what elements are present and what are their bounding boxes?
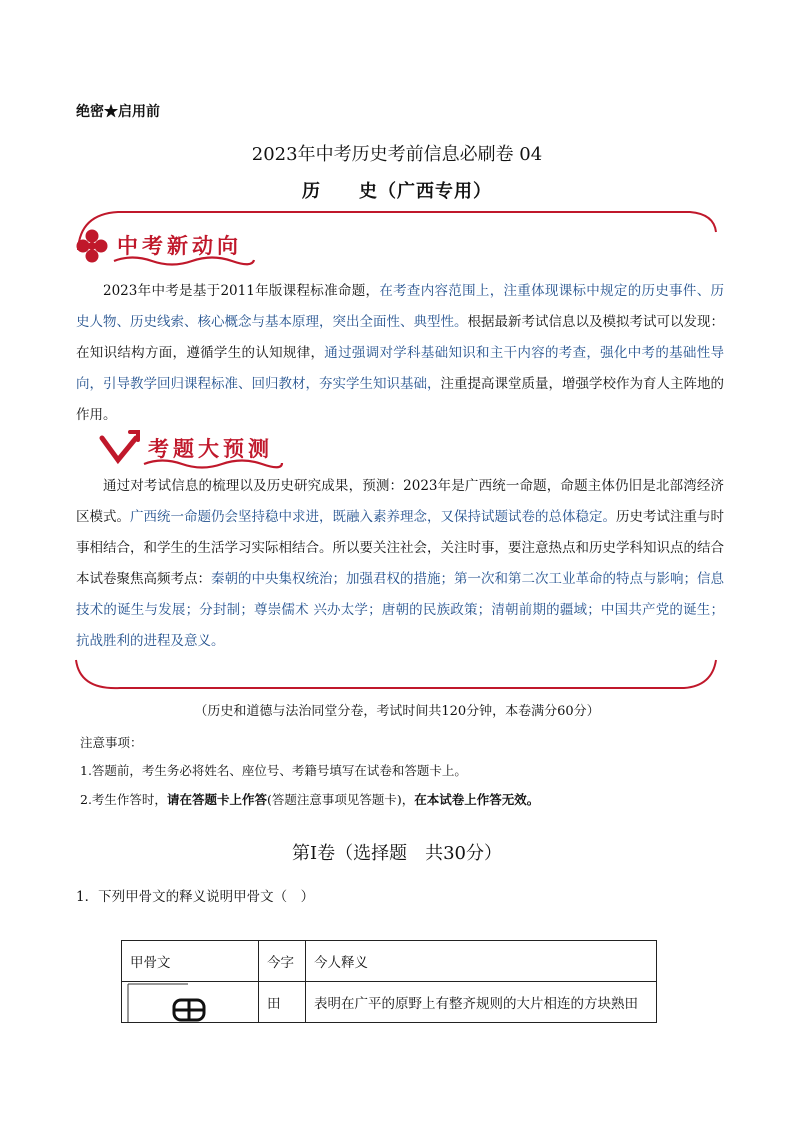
- trend-para-part2: 在考查内容范围上，注重体现课标中规定的历史事件、历史人物、历史线索、核心概念与基本原理，突出全面性、典型性。: [76, 283, 725, 330]
- table-header-row: [122, 941, 657, 982]
- trend-para-part5: 注重提高课堂质量，增强学校作为育人主阵地的作用。: [76, 376, 724, 423]
- modern-meaning-cell: 表明在广平的原野上有整齐规则的大片相连的方块熟田: [306, 982, 657, 1023]
- predict-para-part4: 秦朝的中央集权统治；加强君权的措施；第一次和第二次工业革命的特点与影响；信息技术的诞生与发展；分封制；尊崇儒术 兴办太学；唐朝的民族政策；清朝前期的疆域；中国共产党的诞生；抗战胜利的进程及意义。: [76, 571, 724, 649]
- section-title: 第Ⅰ卷（选择题 共30分）: [291, 843, 502, 864]
- trend-para-part4: 通过强调对学科基础知识和主干内容的考查，强化中考的基础性导向，引导教学回归课程标准、回归教材，夯实学生知识基础，: [76, 345, 725, 392]
- note-item-2-part-c: (答题注意事项见答题卡)，: [266, 792, 415, 807]
- confidential-label: 绝密★启用前: [76, 104, 160, 120]
- trend-heading-text: 中考新动向: [117, 233, 242, 258]
- note-item-2-part-a: 2.考生作答时，: [80, 792, 167, 807]
- flower-icon: [77, 230, 108, 263]
- oracle-glyph-cell: [122, 982, 259, 1023]
- exam-duration-note: （历史和道德与法治同堂分卷，考试时间共120分钟，本卷满分60分）: [194, 704, 600, 719]
- oracle-field-glyph-icon: [126, 982, 226, 1022]
- notes-title: 注意事项：: [80, 735, 143, 750]
- table-row: [122, 982, 657, 1023]
- exam-title: 2023年中考历史考前信息必刷卷 04: [251, 144, 543, 165]
- note-item-2-part-d: 在本试卷上作答无效。: [414, 792, 540, 807]
- table-header-cell: 今人释义: [306, 941, 657, 982]
- note-item-1: 1.答题前，考生务必将姓名、座位号、考籍号填写在试卷和答题卡上。: [80, 763, 467, 778]
- table-header-cell: 今字: [259, 941, 306, 982]
- oracle-bone-table: [121, 940, 657, 1023]
- note-item-2: [80, 790, 539, 808]
- question-1-stem: 1．下列甲骨文的释义说明甲骨文（ ）: [76, 889, 315, 905]
- predict-para-part1: 通过对考试信息的梳理以及历史研究成果，预测：2023年是广西统一命题，命题主体仍旧是北部湾经济区模式。: [76, 478, 724, 525]
- predict-para-part3: 历史考试注重与时事相结合，和学生的生活学习实际相结合。所以要关注社会，关注时事，要注意热点和历史学科知识点的结合本试卷聚焦高频考点：: [76, 509, 724, 587]
- predict-paragraph: [76, 471, 724, 657]
- trend-arrow-icon: [102, 432, 138, 460]
- predict-para-part2: 广西统一命题仍会坚持稳中求进，既融入素养理念，又保持试题试卷的总体稳定。: [130, 509, 616, 525]
- today-character-cell: 田: [259, 982, 306, 1023]
- trend-para-part3: 根据最新考试信息以及模拟考试可以发现：在知识结构方面，遵循学生的认知规律，: [76, 314, 724, 361]
- exam-subtitle: 历 史（广西专用）: [302, 181, 492, 202]
- trend-para-part1: 2023年中考是基于2011年版课程标准命题，: [103, 283, 380, 299]
- predict-heading-text: 考题大预测: [148, 436, 273, 461]
- table-header-cell: 甲骨文: [122, 941, 259, 982]
- trend-paragraph: [76, 276, 724, 431]
- note-item-2-part-b: 请在答题卡上作答: [166, 792, 267, 807]
